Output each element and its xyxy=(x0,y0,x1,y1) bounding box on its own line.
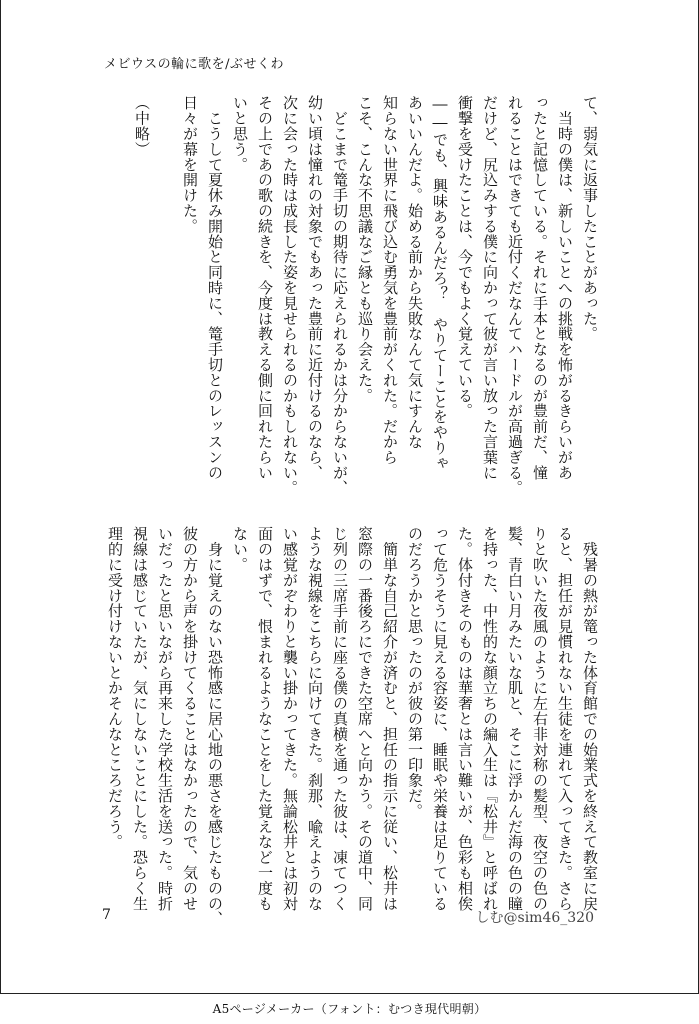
header-title: メビウスの輪に歌を/ぶせくわ xyxy=(104,57,284,72)
text-column: 当時の僕は、新しいことへの挑戦を怖がるきらいがあ xyxy=(556,95,574,480)
text-column: ない。 xyxy=(231,526,249,573)
text-block-top xyxy=(129,95,602,496)
text-column: りと吹いた夜風のように左右非対称の髪型、夜空の色の xyxy=(531,526,549,911)
text-column: 理的に受け付けないとかそんなところだろう。 xyxy=(106,526,124,850)
text-column: その上であの歌の続きを、今度は教える側に回れたらい xyxy=(256,95,274,480)
text-column: 簡単な自己紹介が済むと、担任の指示に従い、松井は xyxy=(381,526,399,911)
text-column: 面のはずで、恨まれるようなことをした覚えなど一度も xyxy=(256,526,274,911)
text-column: 身に覚えのない恐怖感に居心地の悪さを感じたものの、 xyxy=(206,526,224,927)
text-column: 知らない世界に飛び込む勇気を豊前がくれた。だから xyxy=(381,95,399,465)
text-column: 日々が幕を開けた。 xyxy=(181,95,199,234)
text-column: いと思う。 xyxy=(231,95,249,172)
text-column: いだったと思いながら再来した学校生活を送った。時折 xyxy=(156,526,174,911)
text-column: い感覚がぞわりと襲い掛かってきた。無論松井とは初対 xyxy=(281,526,299,911)
text-column: 髪、青白い月みたいな肌と、そこに浮かんだ海の色の瞳 xyxy=(506,526,524,911)
text-column: こうして夏休み開始と同時に、篭手切とのレッスンの xyxy=(206,95,224,480)
text-block-bottom xyxy=(102,526,602,927)
text-column: のだろうかと思ったのが彼の第一印象だ。 xyxy=(406,526,424,819)
text-column: どこまで篭手切の期待に応えられるかは分からないが、 xyxy=(331,95,349,496)
footer-caption: A5ページメーカー（フォント：むつき現代明朝） xyxy=(212,1002,487,1016)
text-column: 視線は感じていたが、気にしないことにした。恐らく生 xyxy=(131,526,149,911)
text-column: れることはできても近付くだなんてハードルが高過ぎる。 xyxy=(506,95,524,496)
text-column: 窓際の一番後ろにできた空席へと向かう。その道中、同 xyxy=(356,526,374,911)
text-column: じ列の三席手前に座る僕の真横を通った彼は、凍てつく xyxy=(331,526,349,911)
text-column: だけど、尻込みする僕に向かって彼が言い放った言葉に xyxy=(481,95,499,480)
text-column: 残暑の熱が篭った体育館での始業式を終えて教室に戻 xyxy=(581,526,599,911)
text-column: 衝撃を受けたことは、今でもよく覚えている。 xyxy=(456,95,474,419)
author-credit: しむ@sim46_320 xyxy=(475,910,594,926)
text-column: あいいんだよ。始める前から失敗なんて気にすんな xyxy=(406,95,424,450)
text-column: ると、担任が見慣れない生徒を連れて入ってきた。さら xyxy=(556,526,574,911)
text-column: ような視線をこちらに向けてきた。刹那、喩えようのな xyxy=(306,526,324,911)
text-column: ったと記憶している。それに手本となるのが豊前だ、憧 xyxy=(531,95,549,480)
text-column: た。体付きそのものは華奢とは言い難いが、色彩も相俟 xyxy=(456,526,474,911)
text-column: 次に会った時は成長した姿を見せられるのかもしれない。 xyxy=(281,95,299,496)
text-column: 彼の方から声を掛けてくることはなかったので、気のせ xyxy=(181,526,199,911)
text-column: て、弱気に返事したことがあった。 xyxy=(581,95,599,342)
omission-marker: （中略） xyxy=(133,95,151,157)
text-column: こそ、こんな不思議なご縁とも巡り会えた。 xyxy=(356,95,374,403)
text-column: 幼い頃は憧れの対象でもあった豊前に近付けるのなら、 xyxy=(306,95,324,480)
text-column: を持った、中性的な顔立ちの編入生は『松井』と呼ばれ xyxy=(481,526,499,911)
text-column: って危うそうに見える容姿に、睡眠や栄養は足りている xyxy=(431,526,449,911)
text-column: ――でも、興味あるんだろ？ やりてーことをやりゃ xyxy=(431,95,449,471)
page-number: 7 xyxy=(102,907,111,923)
